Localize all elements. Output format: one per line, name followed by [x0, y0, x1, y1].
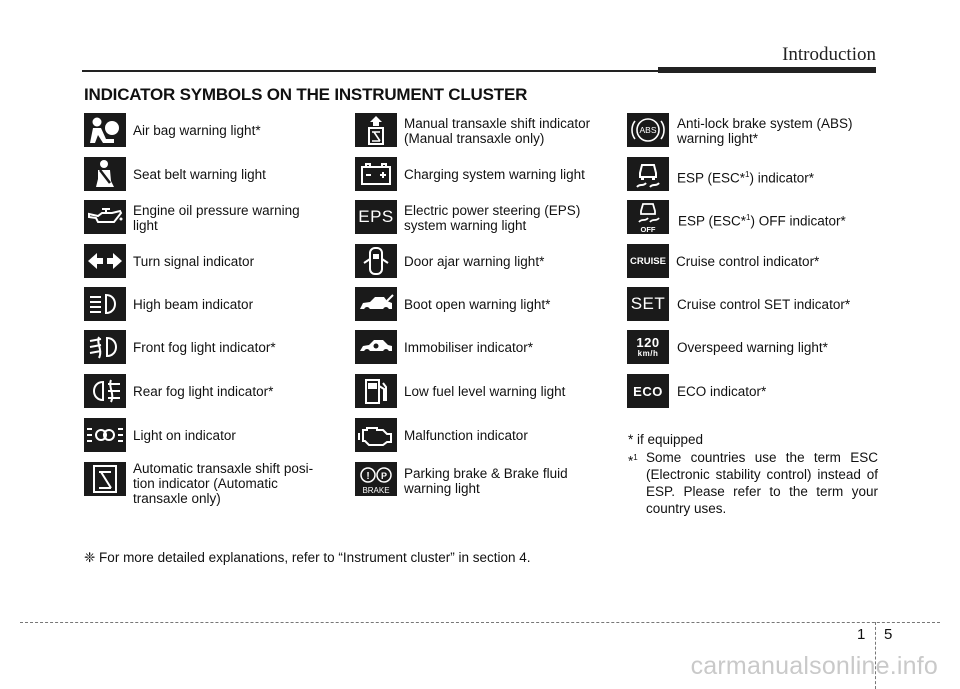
boot-open-warning-label: Boot open warning light* — [404, 297, 551, 312]
cruise-set-icon: SET — [627, 287, 669, 321]
reference-note: ❈ For more detailed explanations, refer to “Instrument cluster” in section 4. — [84, 550, 531, 565]
malfunction-indicator-label: Malfunction indicator — [404, 428, 528, 443]
chapter-number: 1 — [857, 626, 866, 643]
svg-text:BRAKE: BRAKE — [362, 486, 390, 495]
door-ajar-warning-label: Door ajar warning light* — [404, 254, 545, 269]
high-beam-icon — [84, 287, 126, 321]
watermark: carmanualsonline.info — [690, 652, 938, 680]
eps-warning-label: Electric power steering (EPS) system warning light — [404, 203, 581, 233]
oil-pressure-warning-label: Engine oil pressure warning light — [133, 203, 300, 233]
footnote-esc-text: Some countries use the term ESC (Electronic stability control) instead of ESP. Please refer to the term your country uses. — [646, 450, 878, 516]
cruise-control-label: Cruise control indicator* — [676, 254, 820, 269]
header-rule-accent — [658, 67, 876, 73]
low-fuel-warning-label: Low fuel level warning light — [404, 384, 566, 399]
door-ajar-warning-icon — [355, 244, 397, 278]
oil-pressure-warning-icon — [84, 200, 126, 234]
manual-transaxle-shift-label: Manual transaxle shift indicator (Manual transaxle only) — [404, 116, 591, 146]
auto-transaxle-shift-icon — [84, 462, 126, 496]
seat-belt-warning-icon — [84, 157, 126, 191]
eps-warning-icon: EPS — [355, 200, 397, 234]
footnotes — [628, 431, 878, 517]
seat-belt-warning-label: Seat belt warning light — [133, 167, 266, 182]
header-title: Introduction — [782, 44, 876, 65]
front-fog-light-label: Front fog light indicator* — [133, 340, 276, 355]
esp-off-indicator-label: ESP (ESC*$^1$) OFF indicator* — [678, 213, 846, 229]
svg-text:!: ! — [366, 471, 370, 482]
immobiliser-icon — [355, 330, 397, 364]
svg-text:ABS: ABS — [639, 125, 657, 135]
svg-text:OFF: OFF — [640, 225, 656, 234]
cruise-set-label: Cruise control SET indicator* — [677, 297, 851, 312]
eco-indicator-icon: ECO — [627, 374, 669, 408]
charging-system-warning-label: Charging system warning light — [404, 167, 585, 182]
turn-signal-icon — [84, 244, 126, 278]
overspeed-warning-icon: 120 km/h — [627, 330, 669, 364]
turn-signal-label: Turn signal indicator — [133, 254, 255, 269]
section-heading: INDICATOR SYMBOLS ON THE INSTRUMENT CLUSTER — [84, 85, 528, 104]
high-beam-label: High beam indicator — [133, 297, 254, 312]
footnote-esc: *$^1$ Some countries use the term ESC (Electronic stability control) instead of ESP. Please refer to the term your country uses. — [628, 450, 878, 516]
boot-open-warning-icon — [355, 287, 397, 321]
footnote-if-equipped: * if equipped — [628, 432, 704, 447]
parking-brake-warning-label: Parking brake & Brake fluid warning light — [404, 466, 568, 496]
overspeed-warning-label: Overspeed warning light* — [677, 340, 828, 355]
light-on-label: Light on indicator — [133, 428, 236, 443]
light-on-icon — [84, 418, 126, 452]
footer-rule — [20, 622, 940, 623]
airbag-warning-label: Air bag warning light* — [133, 123, 261, 138]
charging-system-warning-icon — [355, 157, 397, 191]
page-number: 5 — [884, 626, 893, 643]
auto-transaxle-shift-label: Automatic transaxle shift posi- tion indicator (Automatic transaxle only) — [133, 461, 314, 506]
svg-text:P: P — [380, 471, 388, 481]
airbag-warning-icon — [84, 113, 126, 147]
rear-fog-light-label: Rear fog light indicator* — [133, 384, 274, 399]
parking-brake-warning-icon — [355, 462, 397, 496]
immobiliser-label: Immobiliser indicator* — [404, 340, 534, 355]
manual-transaxle-shift-icon — [355, 113, 397, 147]
cruise-control-icon: CRUISE — [627, 244, 669, 278]
rear-fog-light-icon — [84, 374, 126, 408]
esp-off-indicator-icon — [627, 200, 669, 234]
malfunction-indicator-icon — [355, 418, 397, 452]
esp-indicator-label: ESP (ESC*$^1$) indicator* — [677, 170, 815, 186]
eco-indicator-label: ECO indicator* — [677, 384, 767, 399]
low-fuel-warning-icon — [355, 374, 397, 408]
esp-indicator-icon — [627, 157, 669, 191]
abs-warning-icon — [627, 113, 669, 147]
abs-warning-label: Anti-lock brake system (ABS) warning light* — [677, 116, 853, 146]
front-fog-light-icon — [84, 330, 126, 364]
